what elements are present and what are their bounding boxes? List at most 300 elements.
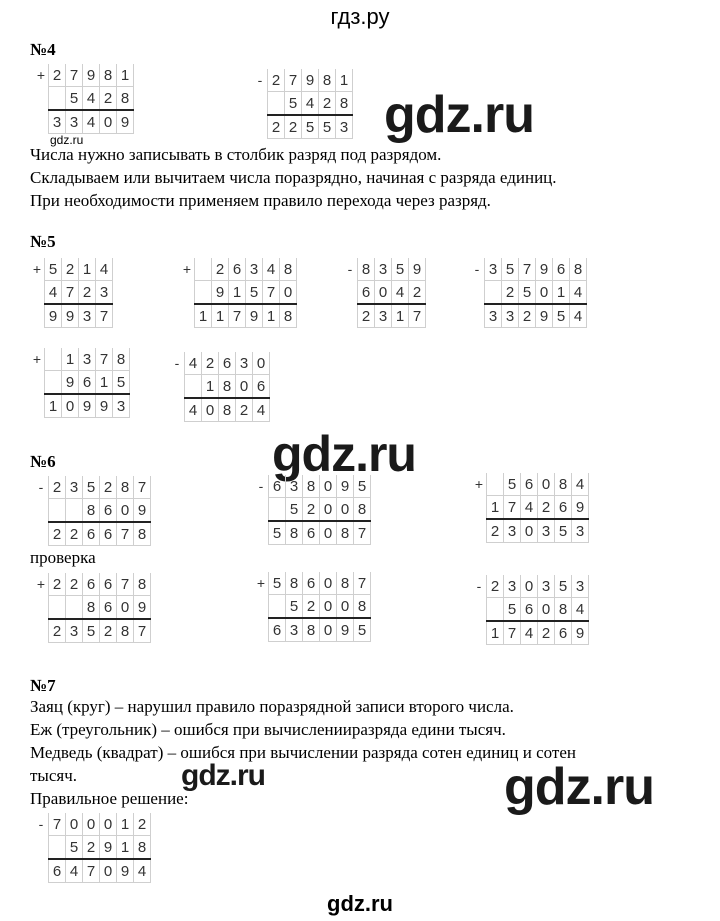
task7-line-3: Медведь (квадрат) – ошибся при вычислении разряда сотен единиц и сотен [30,743,577,762]
digit-cell: 6 [521,473,538,496]
column-calculation [472,473,589,543]
digit-cell: 9 [100,836,117,860]
digit-cell [269,498,286,522]
digit-cell: 4 [392,281,409,305]
digit-cell: 4 [521,496,538,520]
digit-cell: 1 [487,496,504,520]
digit-cell: 9 [96,394,113,418]
digit-cell: 0 [536,281,553,305]
digit-cell: 5 [45,258,62,281]
digit-cell: 9 [62,304,79,328]
digit-cell: 8 [555,473,572,496]
operand-row [34,87,134,111]
digit-cell: 5 [354,475,371,498]
digit-cell: 2 [303,498,320,522]
digit-cell: 7 [354,521,371,545]
digit-cell: 6 [100,499,117,523]
digit-cell: 0 [337,498,354,522]
digit-cell: 0 [320,618,337,642]
operation-sign [343,304,358,328]
digit-cell: 1 [195,304,212,328]
digit-cell: 4 [96,258,113,281]
column-calculation [254,572,371,642]
operand-row [472,473,589,496]
digit-cell: 7 [285,69,302,92]
column-calculation [343,258,426,328]
digit-cell: 8 [303,618,320,642]
digit-cell: 6 [555,621,572,645]
digit-cell: 1 [62,348,79,371]
digit-cell: 4 [570,304,587,328]
digit-cell: 5 [555,519,572,543]
digit-cell: 2 [487,575,504,598]
digit-cell: 6 [83,522,100,546]
task4-line-1: Числа нужно записывать в столбик разряд под разрядом. [30,145,442,164]
operation-sign [34,859,49,883]
digit-cell: 9 [79,394,96,418]
result-row [343,304,426,328]
result-row [180,304,297,328]
digit-cell: 1 [212,304,229,328]
digit-cell: 0 [538,598,555,622]
digit-cell: 0 [320,521,337,545]
digit-cell: 7 [83,859,100,883]
operand-row [472,598,589,622]
digit-cell: 0 [320,572,337,595]
digit-cell [49,836,66,860]
digit-cell: 9 [409,258,426,281]
column-calculation [254,475,371,545]
digit-cell: 7 [117,522,134,546]
digit-cell: 6 [79,371,96,395]
digit-cell: 2 [285,115,302,139]
digit-cell: 8 [134,836,151,860]
column-calculation [253,69,353,139]
operand-row [472,496,589,520]
digit-cell: 5 [285,92,302,116]
result-row [472,519,589,543]
digit-cell: 2 [358,304,375,328]
task7-line-4: тысяч. [30,766,78,785]
operation-sign [472,519,487,543]
column-calculation [30,348,130,418]
digit-cell: 0 [521,575,538,598]
digit-cell: 2 [236,398,253,422]
digit-cell: 2 [49,522,66,546]
digit-cell: 3 [572,575,589,598]
digit-cell: 2 [100,476,117,499]
digit-cell: 2 [409,281,426,305]
operation-sign [253,92,268,116]
operation-sign [254,618,269,642]
digit-cell: 9 [536,258,553,281]
digit-cell: 6 [269,475,286,498]
digit-cell: 9 [45,304,62,328]
digit-cell: 8 [117,87,134,111]
digit-cell: 5 [392,258,409,281]
operation-sign: + [36,576,46,593]
digit-cell: 5 [286,498,303,522]
digit-cell [269,595,286,619]
digit-cell: 5 [246,281,263,305]
digit-cell: 6 [555,496,572,520]
digit-cell: 8 [286,572,303,595]
digit-cell: 3 [49,110,66,134]
digit-cell: 3 [572,519,589,543]
digit-cell: 4 [570,281,587,305]
digit-cell: 2 [49,476,66,499]
result-row [254,521,371,545]
digit-cell: 2 [519,304,536,328]
digit-cell [185,375,202,399]
operation-sign: - [257,72,263,89]
operand-row [470,281,587,305]
digit-cell: 8 [358,258,375,281]
operation-sign: - [38,479,44,496]
operation-sign [472,621,487,645]
operation-sign [343,281,358,305]
digit-cell: 3 [504,519,521,543]
digit-cell: 9 [62,371,79,395]
column-calculation [180,258,297,328]
digit-cell: 3 [113,394,130,418]
digit-cell: 7 [263,281,280,305]
result-row [472,621,589,645]
digit-cell: 7 [117,573,134,596]
operand-row [343,258,426,281]
digit-cell: 9 [246,304,263,328]
operation-sign [34,499,49,523]
operation-sign: - [474,261,480,278]
digit-cell: 8 [336,92,353,116]
digit-cell: 6 [303,572,320,595]
operation-sign: + [36,67,46,84]
digit-cell: 2 [49,64,66,87]
digit-cell: 0 [62,394,79,418]
digit-cell: 2 [538,496,555,520]
operation-sign: + [474,476,484,493]
operation-sign: - [174,355,180,372]
digit-cell: 8 [100,64,117,87]
task4-title: №4 [30,40,56,59]
digit-cell: 8 [319,69,336,92]
result-row [30,394,130,418]
operation-sign: + [32,351,42,368]
digit-cell: 9 [337,475,354,498]
digit-cell: 7 [409,304,426,328]
digit-cell: 6 [83,573,100,596]
digit-cell: 5 [269,521,286,545]
operation-sign [254,521,269,545]
digit-cell: 6 [100,573,117,596]
digit-cell: 9 [536,304,553,328]
digit-cell: 5 [302,115,319,139]
digit-cell: 3 [336,115,353,139]
digit-cell: 7 [96,304,113,328]
digit-cell: 0 [320,498,337,522]
digit-cell: 7 [229,304,246,328]
operand-row [472,575,589,598]
digit-cell: 8 [117,619,134,643]
digit-cell: 4 [302,92,319,116]
digit-cell: 6 [358,281,375,305]
digit-cell: 0 [100,859,117,883]
digit-cell: 7 [134,619,151,643]
digit-cell: 2 [66,522,83,546]
digit-cell: 5 [66,87,83,111]
result-row [34,522,151,546]
operand-row [253,92,353,116]
digit-cell: 7 [504,496,521,520]
digit-cell: 3 [375,304,392,328]
digit-cell: 0 [202,398,219,422]
digit-cell: 9 [134,499,151,523]
digit-cell: 2 [319,92,336,116]
digit-cell: 3 [96,281,113,305]
digit-cell: 6 [521,598,538,622]
digit-cell: 7 [504,621,521,645]
digit-cell: 3 [502,304,519,328]
digit-cell: 4 [572,598,589,622]
digit-cell: 1 [117,813,134,836]
digit-cell: 2 [49,619,66,643]
digit-cell: 5 [553,304,570,328]
digit-cell: 1 [229,281,246,305]
digit-cell: 2 [502,281,519,305]
digit-cell: 6 [219,352,236,375]
digit-cell: 8 [83,596,100,620]
operation-sign [30,394,45,418]
operand-row [254,572,371,595]
digit-cell: 1 [553,281,570,305]
operation-sign: + [32,261,42,278]
digit-cell: 3 [485,258,502,281]
digit-cell [268,92,285,116]
operation-sign [30,281,45,305]
digit-cell: 4 [185,352,202,375]
digit-cell: 9 [337,618,354,642]
digit-cell: 3 [66,619,83,643]
digit-cell: 7 [66,64,83,87]
digit-cell: 0 [100,110,117,134]
watermark-large: gdz.ru [384,86,534,144]
digit-cell: 0 [521,519,538,543]
digit-cell: 2 [100,87,117,111]
operand-row [180,281,297,305]
operand-row [34,836,151,860]
operation-sign [470,281,485,305]
digit-cell: 0 [538,473,555,496]
column-calculation [34,573,151,643]
digit-cell: 0 [117,499,134,523]
digit-cell: 2 [134,813,151,836]
digit-cell: 9 [117,110,134,134]
digit-cell: 7 [49,813,66,836]
digit-cell [45,371,62,395]
digit-cell: 0 [100,813,117,836]
digit-cell [487,473,504,496]
digit-cell: 8 [286,521,303,545]
operation-sign [34,87,49,111]
digit-cell: 4 [83,87,100,111]
digit-cell: 1 [392,304,409,328]
digit-cell: 5 [319,115,336,139]
operand-row [34,64,134,87]
digit-cell: 8 [555,598,572,622]
digit-cell: 2 [303,595,320,619]
result-row [34,110,134,134]
digit-cell: 9 [212,281,229,305]
operation-sign: - [258,478,264,495]
digit-cell: 9 [572,621,589,645]
operand-row [254,475,371,498]
column-calculation [470,258,587,328]
digit-cell: 4 [83,110,100,134]
operation-sign [472,598,487,622]
operation-sign [472,496,487,520]
task5-title: №5 [30,232,56,251]
digit-cell: 3 [538,519,555,543]
result-row [470,304,587,328]
digit-cell: 4 [521,621,538,645]
task6-title: №6 [30,452,56,471]
digit-cell: 2 [212,258,229,281]
digit-cell: 8 [134,573,151,596]
digit-cell: 3 [79,348,96,371]
digit-cell: 9 [302,69,319,92]
result-row [253,115,353,139]
digit-cell: 6 [253,375,270,399]
result-row [34,859,151,883]
operation-sign [470,304,485,328]
digit-cell: 5 [269,572,286,595]
digit-cell: 1 [79,258,96,281]
digit-cell [49,499,66,523]
digit-cell: 8 [117,476,134,499]
digit-cell: 8 [134,522,151,546]
digit-cell: 3 [66,110,83,134]
digit-cell: 7 [519,258,536,281]
digit-cell: 3 [286,618,303,642]
digit-cell: 0 [375,281,392,305]
digit-cell [45,348,62,371]
operation-sign [254,498,269,522]
digit-cell: 3 [236,352,253,375]
digit-cell: 2 [538,621,555,645]
operand-row [254,498,371,522]
digit-cell: 3 [504,575,521,598]
digit-cell: 8 [113,348,130,371]
operand-row [34,813,151,836]
digit-cell: 6 [269,618,286,642]
digit-cell: 9 [572,496,589,520]
digit-cell: 7 [354,572,371,595]
operand-row [170,352,270,375]
digit-cell: 1 [96,371,113,395]
column-calculation [472,575,589,645]
digit-cell: 4 [185,398,202,422]
operation-sign: - [347,261,353,278]
operation-sign [30,371,45,395]
digit-cell: 2 [66,573,83,596]
column-calculation [34,64,134,134]
operand-row [30,371,130,395]
digit-cell: 1 [336,69,353,92]
digit-cell: 2 [202,352,219,375]
digit-cell: 0 [83,813,100,836]
result-row [30,304,113,328]
operation-sign [180,281,195,305]
digit-cell: 4 [66,859,83,883]
watermark-small: gdz.ru [50,133,84,147]
digit-cell: 1 [117,836,134,860]
operation-sign [34,522,49,546]
digit-cell: 5 [555,575,572,598]
result-row [254,618,371,642]
digit-cell: 0 [320,595,337,619]
task7-line-2: Еж (треугольник) – ошибся при вычисленииразряда едини тысяч. [30,720,506,739]
digit-cell: 0 [253,352,270,375]
operation-sign [34,619,49,643]
digit-cell: 0 [337,595,354,619]
digit-cell: 0 [280,281,297,305]
digit-cell [487,598,504,622]
site-header: гдз.ру [330,4,390,29]
digit-cell: 1 [202,375,219,399]
operation-sign [30,304,45,328]
digit-cell: 2 [268,115,285,139]
digit-cell: 0 [236,375,253,399]
operation-sign [180,304,195,328]
digit-cell: 8 [303,475,320,498]
operation-sign [170,398,185,422]
digit-cell [485,281,502,305]
column-calculation [30,258,113,328]
operand-row [254,595,371,619]
digit-cell: 2 [49,573,66,596]
operand-row [170,375,270,399]
digit-cell: 2 [268,69,285,92]
digit-cell: 3 [79,304,96,328]
operand-row [180,258,297,281]
column-calculation [34,813,151,883]
digit-cell: 5 [83,476,100,499]
digit-cell [66,596,83,620]
operand-row [30,258,113,281]
digit-cell [195,281,212,305]
digit-cell: 1 [487,621,504,645]
digit-cell: 5 [502,258,519,281]
digit-cell: 5 [83,619,100,643]
digit-cell: 7 [96,348,113,371]
task4-line-3: При необходимости применяем правило перехода через разряд. [30,191,491,210]
digit-cell: 0 [320,475,337,498]
digit-cell: 9 [117,859,134,883]
digit-cell: 2 [62,258,79,281]
watermark-large: gdz.ru [272,426,416,482]
digit-cell [195,258,212,281]
digit-cell: 2 [83,836,100,860]
digit-cell: 5 [113,371,130,395]
digit-cell: 2 [79,281,96,305]
digit-cell: 4 [263,258,280,281]
check-label: проверка [30,548,96,567]
watermark-large: gdz.ru [504,758,654,816]
digit-cell: 2 [487,519,504,543]
digit-cell: 8 [280,258,297,281]
digit-cell: 8 [354,595,371,619]
watermark-medium: gdz.ru [181,759,265,792]
